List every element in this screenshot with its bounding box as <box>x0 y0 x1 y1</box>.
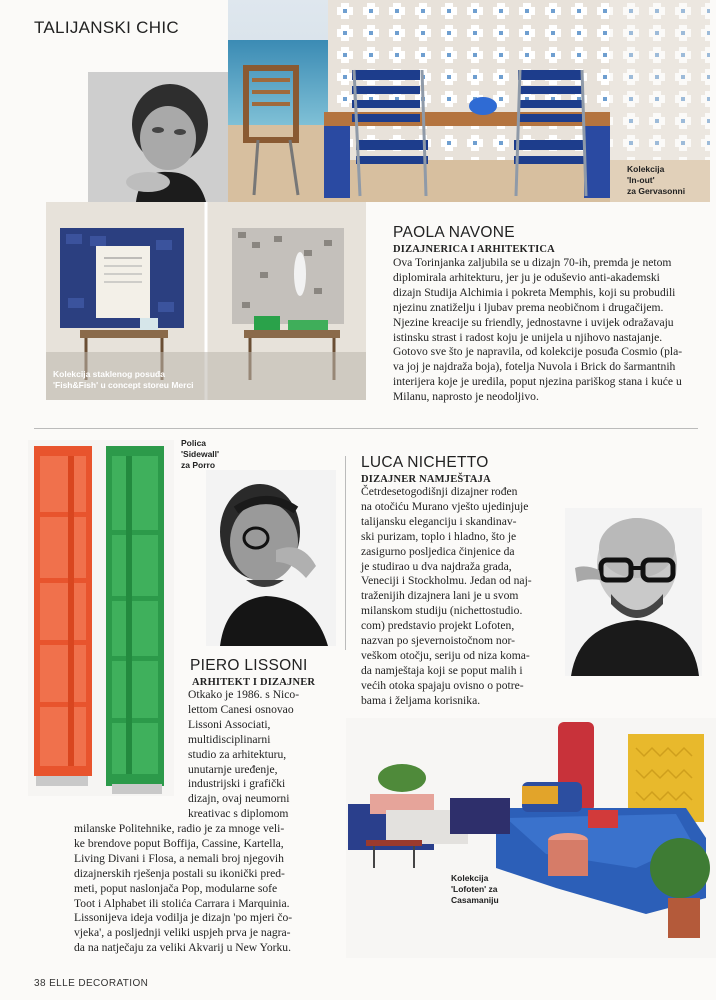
page-folio: 38 ELLE DECORATION <box>34 978 149 989</box>
lofoten-caption: Kolekcija 'Lofoten' za Casamaniju <box>451 873 499 905</box>
column-divider <box>345 456 346 650</box>
lissoni-bio-narrow: Otkako je 1986. s Nico- lettom Canesi osnovao Lissoni Associati, multidisciplinarni studio za arhitekturu, unutarnje uređenje, industrijski i grafički dizajn, ovaj neumorni kreativac s diplomom <box>188 688 300 821</box>
navone-role: DIZAJNERICA I ARHITEKTICA <box>393 244 555 255</box>
sidewall-shelves-photo <box>28 440 174 796</box>
sidewall-caption: Polica 'Sidewall' za Porro <box>181 438 220 470</box>
paola-navone-portrait <box>88 72 228 202</box>
piero-lissoni-portrait <box>206 470 336 646</box>
section-title: TALIJANSKI CHIC <box>34 18 179 37</box>
inout-caption: Kolekcija 'In-out' za Gervasonni <box>627 164 686 196</box>
nichetto-bio: Četrdesetogodišnji dizajner rođen na otočiću Murano vješto ujedinjuje talijansku eleganciju i skandinav- ski purizam, toplo i hladno, što je zasigurno posljedica činjenice da je studirao u dva najdraža grada, Veneciji i Stockholmu. Jedan od naj- traženijih dizajnera lani je u svom milanskom studiju (nichettostudio. com) predstavio projekt Lofoten, nazvan po sjevernoistočnom nor- veškom otočju, seriju od niza koma- da namještaja koji se poput malih i većih otoka spajaju ovisno o potre- bama i željama korisnika. <box>361 485 532 707</box>
nichetto-role: DIZAJNER NAMJEŠTAJA <box>361 474 491 485</box>
navone-name: PAOLA NAVONE <box>393 224 515 241</box>
section-divider <box>34 428 698 429</box>
lofoten-collection-photo <box>346 718 716 958</box>
nichetto-name: LUCA NICHETTO <box>361 454 489 471</box>
navone-bio: Ova Torinjanka zaljubila se u dizajn 70-ih, premda je netom diplomirala arhitekturu, jer ju je oduševio anti-akademski dizajn Studija Alchimia i pokreta Memphis, koji su probudili njezinu znatiželju i ljubav prema neobičnom i drugačijem. Njezine kreacije su friendly, jednostavne i uvijek odražavaju istinsku strast i radost koju je unijela u njihovo nastajanje. Gotovo sve što je napravila, od kolekcije posuđa Cosmio (pla- va joj je najdraža boja), fotelja Nuvola i Brick do šarmantnih interijera koje je uredila, poput njezina pariškog stana i kuće u Milanu, naprosto je neodoljivo. <box>393 256 683 404</box>
luca-nichetto-portrait <box>565 508 702 676</box>
lissoni-bio-wide: milanske Politehnike, radio je za mnoge veli- ke brendove poput Boffija, Cassine, Kartella, Living Divani i Flosa, a nemali broj njegovih dizajnerskih rješenja postali su ikonički pred- meti, poput naslonjača Pop, modularne sofe Toot i Alphabet ili stolića Carrara i Marquinia. Lissonijeva ideja vodilja je dizajn 'po mjeri čo- vjeka', a posljednji veliki uspjeh prva je nagra- da na natječaju za veliki Akvarij u New Yorku. <box>74 822 293 955</box>
lissoni-name: PIERO LISSONI <box>190 657 308 674</box>
fish-and-fish-caption: Kolekcija staklenog posuđa 'Fish&Fish' u concept storeu Merci <box>53 369 194 390</box>
lissoni-role: ARHITEKT I DIZAJNER <box>192 677 316 688</box>
